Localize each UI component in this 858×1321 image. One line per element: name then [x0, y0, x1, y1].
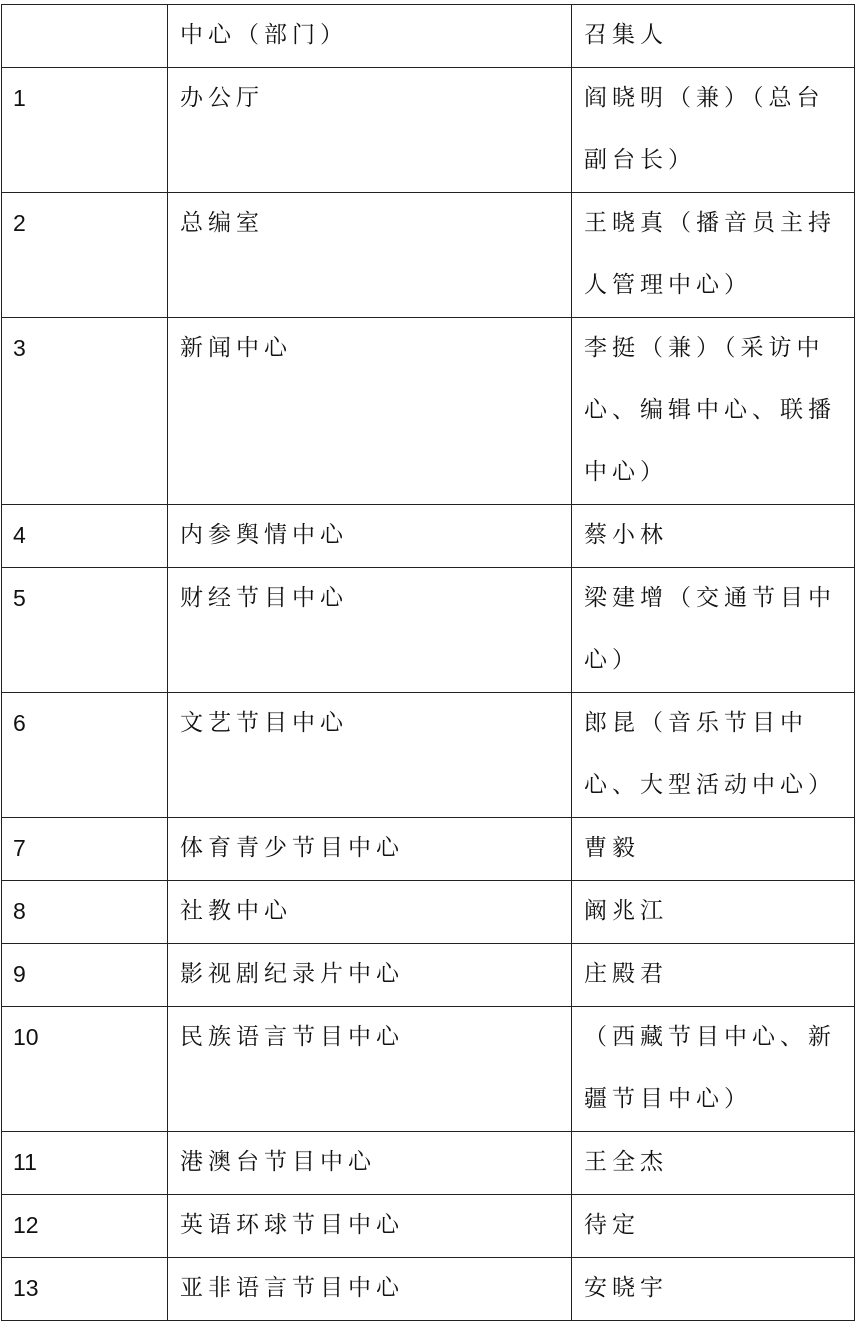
row-number: 2 — [2, 193, 168, 318]
row-number: 11 — [2, 1132, 168, 1195]
row-number: 9 — [2, 944, 168, 1007]
convener-cell: 安晓宇 — [572, 1258, 855, 1321]
table-row — [2, 1007, 855, 1132]
department-cell: 影视剧纪录片中心 — [168, 944, 572, 1007]
convener-cell: 阎晓明（兼）（总台副台长） — [572, 68, 855, 193]
convener-cell: 王晓真（播音员主持人管理中心） — [572, 193, 855, 318]
table-header-row — [2, 5, 855, 68]
department-cell: 英语环球节目中心 — [168, 1195, 572, 1258]
row-number: 6 — [2, 693, 168, 818]
department-cell: 民族语言节目中心 — [168, 1007, 572, 1132]
row-number: 5 — [2, 568, 168, 693]
department-cell: 港澳台节目中心 — [168, 1132, 572, 1195]
convener-cell: 庄殿君 — [572, 944, 855, 1007]
table-row — [2, 1195, 855, 1258]
department-cell: 财经节目中心 — [168, 568, 572, 693]
department-cell: 办公厅 — [168, 68, 572, 193]
convener-cell: 李挺（兼）（采访中心、编辑中心、联播中心） — [572, 318, 855, 505]
header-number — [2, 5, 168, 68]
row-number: 10 — [2, 1007, 168, 1132]
convener-table — [1, 4, 855, 1321]
row-number: 3 — [2, 318, 168, 505]
department-cell: 社教中心 — [168, 881, 572, 944]
convener-cell: 蔡小林 — [572, 505, 855, 568]
table-row — [2, 818, 855, 881]
table-row — [2, 568, 855, 693]
convener-cell: 王全杰 — [572, 1132, 855, 1195]
table-row — [2, 1132, 855, 1195]
row-number: 12 — [2, 1195, 168, 1258]
row-number: 1 — [2, 68, 168, 193]
header-department: 中心（部门） — [168, 5, 572, 68]
department-cell: 总编室 — [168, 193, 572, 318]
convener-cell: 阚兆江 — [572, 881, 855, 944]
department-cell: 文艺节目中心 — [168, 693, 572, 818]
convener-cell: 梁建增（交通节目中心） — [572, 568, 855, 693]
table-row — [2, 505, 855, 568]
table-row — [2, 68, 855, 193]
row-number: 8 — [2, 881, 168, 944]
row-number: 7 — [2, 818, 168, 881]
table-row — [2, 881, 855, 944]
convener-cell: （西藏节目中心、新疆节目中心） — [572, 1007, 855, 1132]
table-row — [2, 1258, 855, 1321]
convener-cell: 待定 — [572, 1195, 855, 1258]
row-number: 4 — [2, 505, 168, 568]
department-cell: 新闻中心 — [168, 318, 572, 505]
convener-cell: 曹毅 — [572, 818, 855, 881]
department-cell: 体育青少节目中心 — [168, 818, 572, 881]
row-number: 13 — [2, 1258, 168, 1321]
table-row — [2, 693, 855, 818]
header-convener: 召集人 — [572, 5, 855, 68]
department-cell: 亚非语言节目中心 — [168, 1258, 572, 1321]
table-row — [2, 318, 855, 505]
table-row — [2, 193, 855, 318]
department-cell: 内参舆情中心 — [168, 505, 572, 568]
convener-cell: 郎昆（音乐节目中心、大型活动中心） — [572, 693, 855, 818]
table-row — [2, 944, 855, 1007]
